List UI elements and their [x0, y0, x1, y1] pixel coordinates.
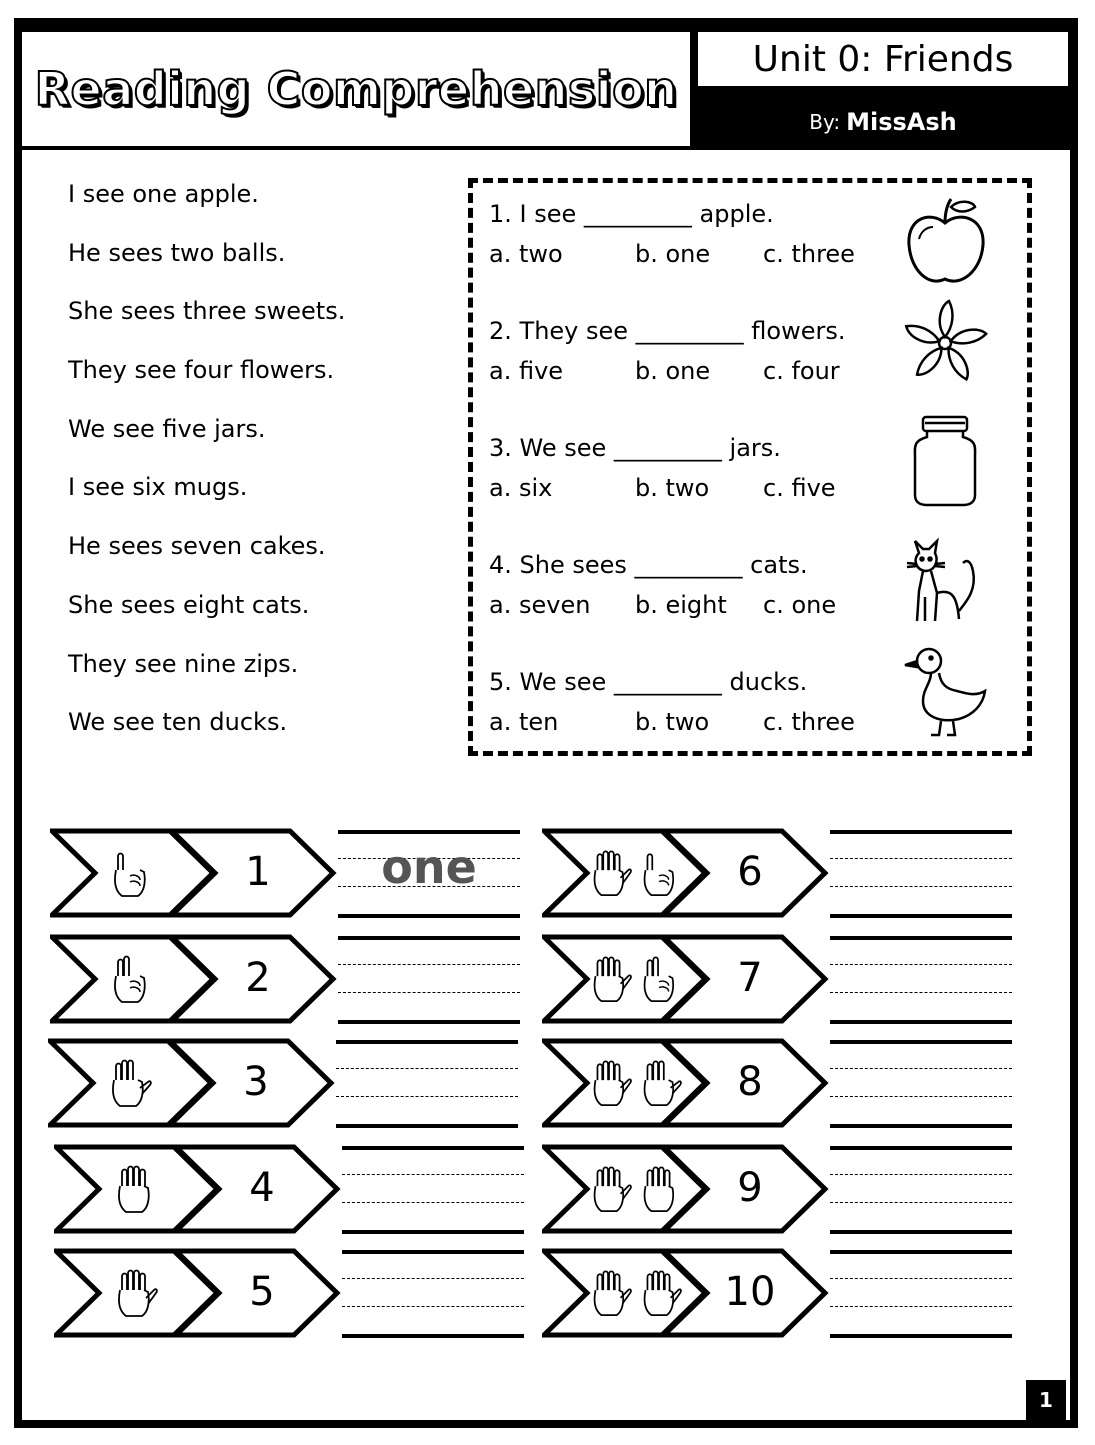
option-c[interactable]: c. five — [763, 474, 836, 502]
author-credit — [698, 100, 1068, 144]
finger-count-icon — [584, 1266, 684, 1320]
option-b[interactable]: b. two — [635, 708, 710, 736]
writing-lines-10[interactable] — [830, 1248, 1012, 1340]
question-stem: 2. They see _________ flowers. — [489, 317, 846, 345]
finger-count-icon — [108, 1266, 160, 1324]
finger-count-icon — [104, 846, 156, 904]
writing-lines-6[interactable] — [830, 828, 1012, 920]
number-digit: 6 — [737, 849, 763, 895]
answer-options — [489, 356, 889, 386]
quiz-box — [468, 178, 1032, 756]
unit-title: Unit 0: Friends — [698, 32, 1068, 86]
duck-icon — [901, 643, 989, 739]
writing-lines-9[interactable] — [830, 1144, 1012, 1236]
story-line: They see four flowers. — [68, 356, 335, 385]
number-arrow-5 — [54, 1248, 344, 1338]
story-line: She sees three sweets. — [68, 297, 346, 326]
number-arrow-6 — [542, 828, 832, 918]
number-digit: 4 — [249, 1165, 275, 1211]
finger-count-icon — [584, 1056, 684, 1110]
number-arrow-8 — [542, 1038, 832, 1128]
number-arrow-9 — [542, 1144, 832, 1234]
writing-lines-7[interactable] — [830, 934, 1012, 1026]
number-digit: 5 — [249, 1269, 275, 1315]
story-line: I see one apple. — [68, 180, 259, 208]
number-digit: 1 — [245, 849, 271, 895]
option-a[interactable]: a. six — [489, 474, 553, 502]
title-box — [22, 32, 690, 146]
option-b[interactable]: b. two — [635, 474, 710, 502]
option-b[interactable]: b. eight — [635, 591, 727, 619]
question-stem: 1. I see _________ apple. — [489, 200, 774, 228]
option-b[interactable]: b. one — [635, 357, 711, 385]
story-text — [68, 176, 448, 763]
option-c[interactable]: c. four — [763, 357, 840, 385]
finger-count-icon — [584, 846, 684, 900]
number-digit: 9 — [737, 1165, 763, 1211]
option-b[interactable]: b. one — [635, 240, 711, 268]
story-line: He sees seven cakes. — [68, 532, 326, 561]
writing-lines-5[interactable] — [342, 1248, 524, 1340]
number-digit: 3 — [243, 1059, 269, 1105]
number-arrow-7 — [542, 934, 832, 1024]
story-line: He sees two balls. — [68, 238, 286, 267]
finger-count-icon — [584, 952, 684, 1006]
story-line: They see nine zips. — [68, 649, 299, 678]
number-digit: 10 — [724, 1269, 776, 1315]
story-line: She sees eight cats. — [68, 590, 310, 619]
writing-lines-2[interactable] — [338, 934, 520, 1026]
writing-lines-1[interactable] — [338, 828, 520, 920]
writing-lines-3[interactable] — [336, 1038, 518, 1130]
number-arrow-1 — [50, 828, 340, 918]
option-c[interactable]: c. three — [763, 708, 855, 736]
number-digit: 7 — [737, 955, 763, 1001]
finger-count-icon — [102, 1056, 154, 1114]
finger-count-icon — [584, 1162, 684, 1216]
option-a[interactable]: a. seven — [489, 591, 591, 619]
page-title: Reading Comprehension — [34, 62, 678, 116]
apple-icon — [901, 195, 989, 291]
question-4 — [489, 550, 889, 620]
jar-icon — [901, 413, 989, 509]
page-number: 1 — [1026, 1380, 1066, 1420]
question-stem: 5. We see _________ ducks. — [489, 668, 808, 696]
flower-icon — [901, 293, 989, 389]
story-line: We see five jars. — [68, 414, 266, 443]
by-label: By: — [809, 110, 841, 134]
option-a[interactable]: a. ten — [489, 708, 559, 736]
answer-options — [489, 473, 889, 503]
answer-options — [489, 590, 889, 620]
option-a[interactable]: a. five — [489, 357, 564, 385]
number-word: one — [381, 840, 477, 894]
writing-lines-8[interactable] — [830, 1038, 1012, 1130]
number-arrow-2 — [50, 934, 340, 1024]
question-2 — [489, 316, 889, 386]
question-1 — [489, 199, 889, 269]
number-digit: 8 — [737, 1059, 763, 1105]
option-c[interactable]: c. three — [763, 240, 855, 268]
author-name: MissAsh — [846, 108, 957, 136]
story-line: We see ten ducks. — [68, 708, 288, 737]
option-a[interactable]: a. two — [489, 240, 563, 268]
number-arrow-4 — [54, 1144, 344, 1234]
story-line: I see six mugs. — [68, 473, 248, 502]
number-arrow-10 — [542, 1248, 832, 1338]
question-5 — [489, 667, 889, 737]
cat-icon — [901, 531, 989, 627]
number-arrow-3 — [48, 1038, 338, 1128]
question-stem: 3. We see _________ jars. — [489, 434, 781, 462]
number-digit: 2 — [245, 955, 271, 1001]
answer-options — [489, 707, 889, 737]
question-3 — [489, 433, 889, 503]
finger-count-icon — [104, 952, 156, 1010]
question-stem: 4. She sees _________ cats. — [489, 551, 808, 579]
answer-options — [489, 239, 889, 269]
writing-lines-4[interactable] — [342, 1144, 524, 1236]
option-c[interactable]: c. one — [763, 591, 837, 619]
finger-count-icon — [108, 1162, 160, 1220]
